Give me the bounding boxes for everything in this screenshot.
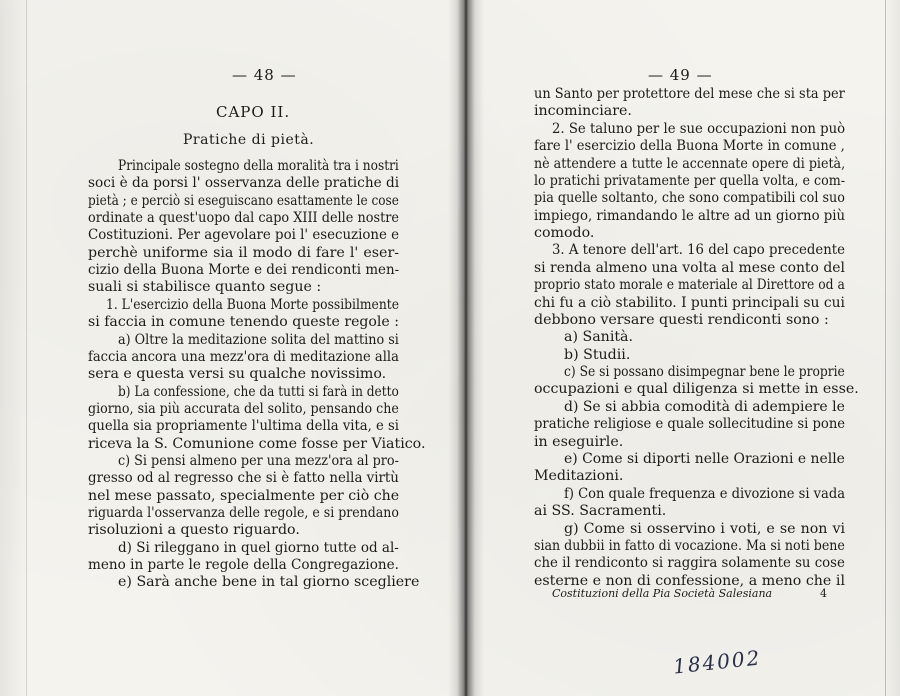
text-line: incominciare. xyxy=(534,103,632,120)
text-line: 2. Se taluno per le sue occupazioni non può xyxy=(552,120,846,137)
text-line: d) Se si abbia comodità di adempiere le xyxy=(564,398,845,415)
text-line: a) Sanità. xyxy=(564,329,634,346)
text-line: si faccia in comune tenendo queste regole : xyxy=(88,314,399,331)
text-line: e) Come si diporti nelle Orazioni e nelle xyxy=(564,450,845,467)
text-line: Principale sostegno della moralità tra i nostri xyxy=(118,158,399,174)
text-line: a) Oltre la meditazione solita del mattino si xyxy=(118,331,399,348)
text-line: esterne e non di confessione, a meno che il xyxy=(534,572,845,589)
section-title: Pratiche di pietà. xyxy=(183,132,315,148)
handwritten-note: 184002 xyxy=(671,645,763,679)
text-line: un Santo per protettore del mese che si sta per xyxy=(534,86,845,102)
text-line: sian dubbii in fatto di vocazione. Ma si noti bene xyxy=(534,537,845,554)
text-line: d) Si rileggano in quel giorno tutte od al- xyxy=(118,539,399,556)
text-line: debbono versare questi rendiconti sono : xyxy=(534,311,829,328)
text-line: soci è da porsi l' osservanza delle pratiche di xyxy=(88,175,400,192)
text-line: in eseguirle. xyxy=(534,433,624,450)
text-line: pia quelle soltanto, che sono compatibili col suo xyxy=(534,190,845,207)
text-line: faccia ancora una mezz'ora di meditazione alla xyxy=(88,348,399,365)
text-line: comodo. xyxy=(534,225,595,242)
text-line: fare l' esercizio della Buona Morte in comune , xyxy=(534,138,845,155)
text-line: g) Come si osservino i voti, e se non vi xyxy=(564,520,846,537)
text-line: meno in parte le regole della Congregazione. xyxy=(88,557,399,574)
text-line: ai SS. Sacramenti. xyxy=(534,503,667,520)
text-line: e) Sarà anche bene in tal giorno scegliere xyxy=(118,574,420,591)
text-line: suali si stabilisce quanto segue : xyxy=(88,279,322,296)
text-line: c) Si pensi almeno per una mezz'ora al pro- xyxy=(118,452,399,469)
text-line: che il rendiconto si raggira solamente su cose xyxy=(534,555,845,572)
text-line: nel mese passato, specialmente per ciò che xyxy=(88,487,400,504)
text-line: pratiche religiose e quale sollecitudine si pone xyxy=(534,416,846,433)
text-line: b) Studii. xyxy=(564,346,631,363)
text-line: ordinate a quest'uopo dal capo XIII delle nostre xyxy=(88,210,400,227)
text-line: chi fu a ciò stabilito. I punti principali su cui xyxy=(534,294,845,311)
text-line: gresso od al regresso che si è fatto nella virtù xyxy=(88,470,399,487)
text-line: c) Se si possano disimpegnar bene le proprie xyxy=(564,364,845,381)
text-line: risoluzioni a questo riguardo. xyxy=(88,522,300,539)
text-line: Costituzioni. Per agevolare poi l' esecuzione e xyxy=(88,227,400,244)
text-line: sera e questa versi su qualche novissimo. xyxy=(88,366,387,383)
right-page-number: — 49 — xyxy=(648,66,713,84)
text-line: 3. A tenore dell'art. 16 del capo precedente xyxy=(552,242,845,259)
text-line: f) Con quale frequenza e divozione si vada xyxy=(564,485,846,502)
text-line: 1. L'esercizio della Buona Morte possibilmente xyxy=(106,296,399,313)
text-line: Meditazioni. xyxy=(534,468,624,485)
text-line: si renda almeno una volta al mese conto del xyxy=(534,259,845,276)
text-line: proprio stato morale e materiale al Direttore od a xyxy=(534,277,845,294)
text-line: riceva la S. Comunione come fosse per Viatico. xyxy=(88,435,426,452)
text-line: giorno, sia più accurata del solito, pensando che xyxy=(88,400,399,417)
text-line: pietà ; e perciò si eseguiscano esattamente le cose xyxy=(88,192,399,209)
text-line: riguarda l'osservanza delle regole, e si prendano xyxy=(88,505,399,521)
text-line: quella sia propriamente l'ultima della vita, e si xyxy=(88,418,399,435)
text-line: cizio della Buona Morte e dei rendiconti men- xyxy=(88,262,400,279)
signature-mark: 4 xyxy=(820,587,827,600)
chapter-heading: CAPO II. xyxy=(216,103,291,121)
left-page-number: — 48 — xyxy=(232,66,297,84)
text-line: impiego, rimandando le altre ad un giorno più xyxy=(534,207,846,224)
signature-footer: Costituzioni della Pia Società Salesiana xyxy=(552,587,773,600)
text-line: lo pratichi privatamente per quella volta, e com- xyxy=(534,172,846,189)
text-line: perchè uniforme sia il modo di fare l' eser- xyxy=(88,244,400,261)
text-line: nè attendere a tutte le accennate opere di pietà, xyxy=(534,155,846,172)
text-line: occupazioni e qual diligenza si mette in esse. xyxy=(534,381,859,398)
text-line: b) La confessione, che da tutti si farà in detto xyxy=(118,383,399,400)
